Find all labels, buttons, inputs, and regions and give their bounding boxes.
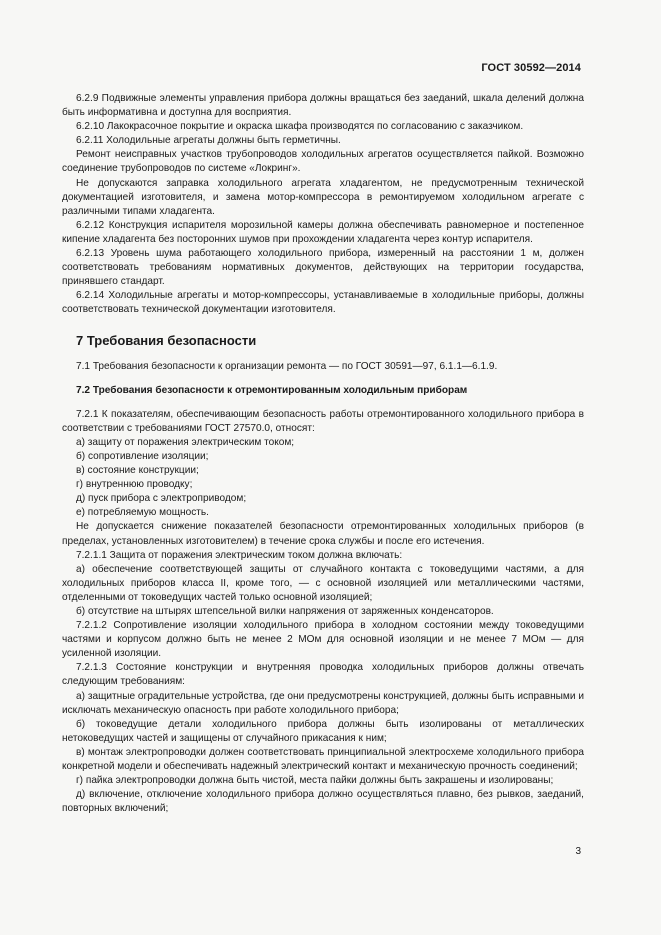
paragraph: 7.2.1.2 Сопротивление изоляции холодильного прибора в холодном состоянии между токоведущими частями и корпусом должно быть не менее 2 МОм для основной изоляции и не менее 7 МОм — для усиленной изоляции. (62, 620, 584, 660)
paragraph: а) обеспечение соответствующей защиты от случайного контакта с токоведущими частями, а для холодильных приборов класса II, кроме того, — с основной изоляцией или металлическими частями, отделенными от токоведущих частей только основной изоляцией; (62, 563, 584, 603)
paragraph: 6.2.12 Конструкция испарителя морозильной камеры должна обеспечивать равномерное и постепенное кипение хладагента без посторонних шумов при прохождении хладагента через контур испарителя. (62, 219, 584, 245)
list-item: в) состояние конструкции; (76, 465, 199, 477)
paragraph: а) защитные оградительные устройства, где они предусмотрены конструкцией, должны быть исправными и исключать механическую опасность при работе холодильного прибора; (62, 690, 584, 716)
paragraph: в) монтаж электропроводки должен соответствовать принципиальной электросхеме холодильного прибора конкретной модели и обеспечивать надежный электрический контакт и механическую прочность соединений; (62, 746, 584, 773)
paragraph: 6.2.9 Подвижные элементы управления прибора должны вращаться без заеданий, шкала делений должна быть информативна и доступна для восприятия. (62, 93, 584, 119)
list-item: е) потребляемую мощность. (76, 507, 209, 519)
list-item: б) сопротивление изоляции; (76, 450, 209, 462)
paragraph: 6.2.11 Холодильные агрегаты должны быть герметичны. (76, 135, 341, 147)
paragraph: 7.1 Требования безопасности к организации ремонта — по ГОСТ 30591—97, 6.1.1—6.1.9. (76, 360, 498, 372)
list-item: д) пуск прибора с электроприводом; (76, 493, 247, 505)
paragraph: Не допускается снижение показателей безопасности отремонтированных холодильных приборов (в пределах, установленных изготовителем) в течение срока службы и после его истечения. (62, 521, 584, 547)
paragraph: б) отсутствие на штырях штепсельной вилки напряжения от заряженных конденсаторов. (76, 606, 494, 617)
paragraph: б) токоведущие детали холодильного прибора должны быть изолированы от металлических нетоковедущих частей и защищены от случайного прикасания к ним; (62, 718, 584, 744)
paragraph: Не допускаются заправка холодильного агрегата хладагентом, не предусмотренным технической документацией изготовителя, и замена мотор-компрессора в ремонтируемом холодильном агрегате с различными типами хладагента. (62, 177, 584, 217)
document-body (62, 92, 584, 816)
paragraph: 6.2.10 Лакокрасочное покрытие и окраска шкафа производятся по согласованию с заказчиком. (76, 121, 524, 133)
paragraph: 7.2.1.1 Защита от поражения электрическим током должна включать: (76, 549, 403, 561)
paragraph: г) пайка электропроводки должна быть чистой, места пайки должны быть закрашены и изолированы; (76, 775, 554, 787)
paragraph: 6.2.13 Уровень шума работающего холодильного прибора, измеренный на расстоянии 1 м, должен соответствовать требованиям нормативных документов, действующих на территории государства, принявшего стандарт. (62, 248, 584, 288)
paragraph: 7.2.1 К показателям, обеспечивающим безопасность работы отремонтированного холодильного прибора в соответствии с требованиями ГОСТ 27570.0, относят: (62, 408, 584, 434)
paragraph: 6.2.14 Холодильные агрегаты и мотор-компрессоры, устанавливаемые в холодильные приборы, должны соответствовать технической документации изготовителя. (62, 290, 584, 316)
subsection-heading: 7.2 Требования безопасности к отремонтированным холодильным приборам (76, 384, 468, 396)
section-heading: 7 Требования безопасности (76, 332, 257, 348)
paragraph: д) включение, отключение холодильного прибора должно осуществляться плавно, без рывков, заеданий, повторных включений; (62, 789, 584, 815)
list-item: г) внутреннюю проводку; (76, 479, 193, 491)
list-item: а) защиту от поражения электрическим током; (76, 436, 295, 448)
document-header: ГОСТ 30592—2014 (481, 62, 581, 74)
paragraph: Ремонт неисправных участков трубопроводов холодильных агрегатов осуществляется пайкой. Возможно соединение трубопроводов по системе «Локринг». (62, 149, 584, 175)
page-number: 3 (575, 846, 581, 857)
paragraph: 7.2.1.3 Состояние конструкции и внутренняя проводка холодильных приборов должны отвечать следующим требованиям: (62, 662, 584, 688)
